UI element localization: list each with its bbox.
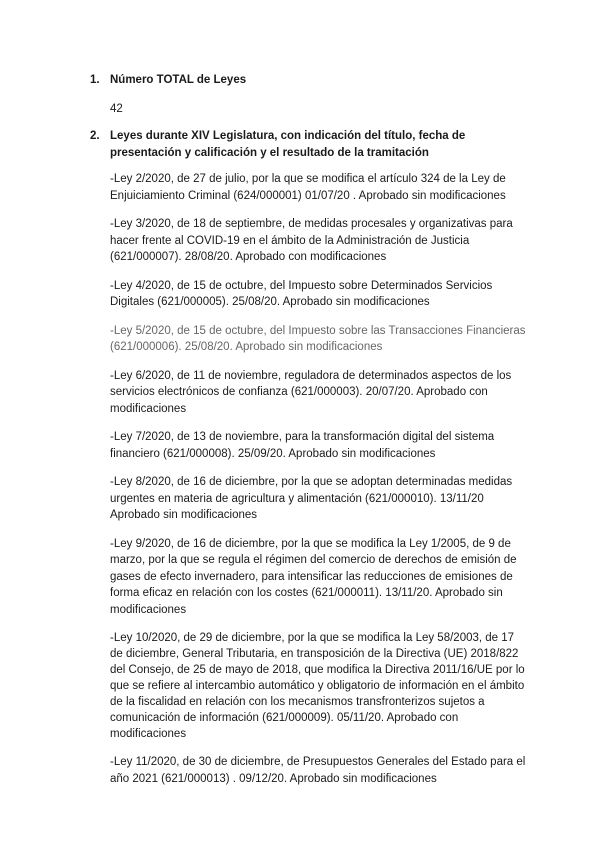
section-2-number: 2. xyxy=(90,130,100,142)
law-item-ley-9-2020: -Ley 9/2020, de 16 de diciembre, por la que se modifica la Ley 1/2005, de 9 de marzo, por la que se regula el régimen del comercio de derechos de emisión de gases de efecto invernadero, para intensificar las reducciones de emisiones de forma eficaz en relación con los costes (621/000011). 13/11/20. Aprobado sin modificaciones xyxy=(110,537,517,616)
section-1-number: 1. xyxy=(90,74,100,86)
section-2-title: Leyes durante XIV Legislatura, con indicación del título, fecha de presentación y calificación y el resultado de la tramitación xyxy=(110,130,466,159)
section-1-heading xyxy=(90,72,530,89)
law-item-ley-7-2020: -Ley 7/2020, de 13 de noviembre, para la transformación digital del sistema financiero (621/000008). 25/09/20. Aprobado sin modificaciones xyxy=(110,431,495,460)
section-2-heading xyxy=(90,128,530,162)
law-item-ley-11-2020: -Ley 11/2020, de 30 de diciembre, de Presupuestos Generales del Estado para el año 2021 (621/000013) . 09/12/20. Aprobado sin modificaciones xyxy=(110,756,526,785)
law-item-ley-2-2020: -Ley 2/2020, de 27 de julio, por la que se modifica el artículo 324 de la Ley de Enjuiciamiento Criminal (624/000001) 01/07/20 . Aprobado sin modificaciones xyxy=(110,173,506,202)
law-item-ley-4-2020: -Ley 4/2020, de 15 de octubre, del Impuesto sobre Determinados Servicios Digitales (621/000005). 25/08/20. Aprobado sin modificaciones xyxy=(110,279,493,308)
law-item-ley-8-2020: -Ley 8/2020, de 16 de diciembre, por la que se adoptan determinadas medidas urgentes en materia de agricultura y alimentación (621/000010). 13/11/20 Aprobado sin modificaciones xyxy=(110,476,513,521)
section-1-title: Número TOTAL de Leyes xyxy=(110,74,247,86)
law-item-ley-5-2020: -Ley 5/2020, de 15 de octubre, del Impuesto sobre las Transacciones Financieras (621/000006). 25/08/20. Aprobado sin modificaciones xyxy=(110,324,526,353)
law-item-ley-3-2020: -Ley 3/2020, de 18 de septiembre, de medidas procesales y organizativas para hacer frente al COVID-19 en el ámbito de la Administración de Justicia (621/000007). 28/08/20. Aprobado con modificaciones xyxy=(110,218,513,263)
law-item-ley-10-2020: -Ley 10/2020, de 29 de diciembre, por la que se modifica la Ley 58/2003, de 17 de diciembre, General Tributaria, en transposición de la Directiva (UE) 2018/822 del Consejo, de 25 de mayo de 2018, que modifica la Directiva 2011/16/UE por lo que se refiere al intercambio automático y obligatorio de información en el ámbito de la fiscalidad en relación con los mecanismos transfronterizos sujetos a comunicación de información (621/000009). 05/11/20. Aprobado con modificaciones xyxy=(110,632,525,740)
total-laws-value: 42 xyxy=(110,103,123,115)
law-list xyxy=(110,171,530,799)
law-item-ley-6-2020: -Ley 6/2020, de 11 de noviembre, reguladora de determinados aspectos de los servicios electrónicos de confianza (621/000003). 20/07/20. Aprobado con modificaciones xyxy=(110,369,512,415)
